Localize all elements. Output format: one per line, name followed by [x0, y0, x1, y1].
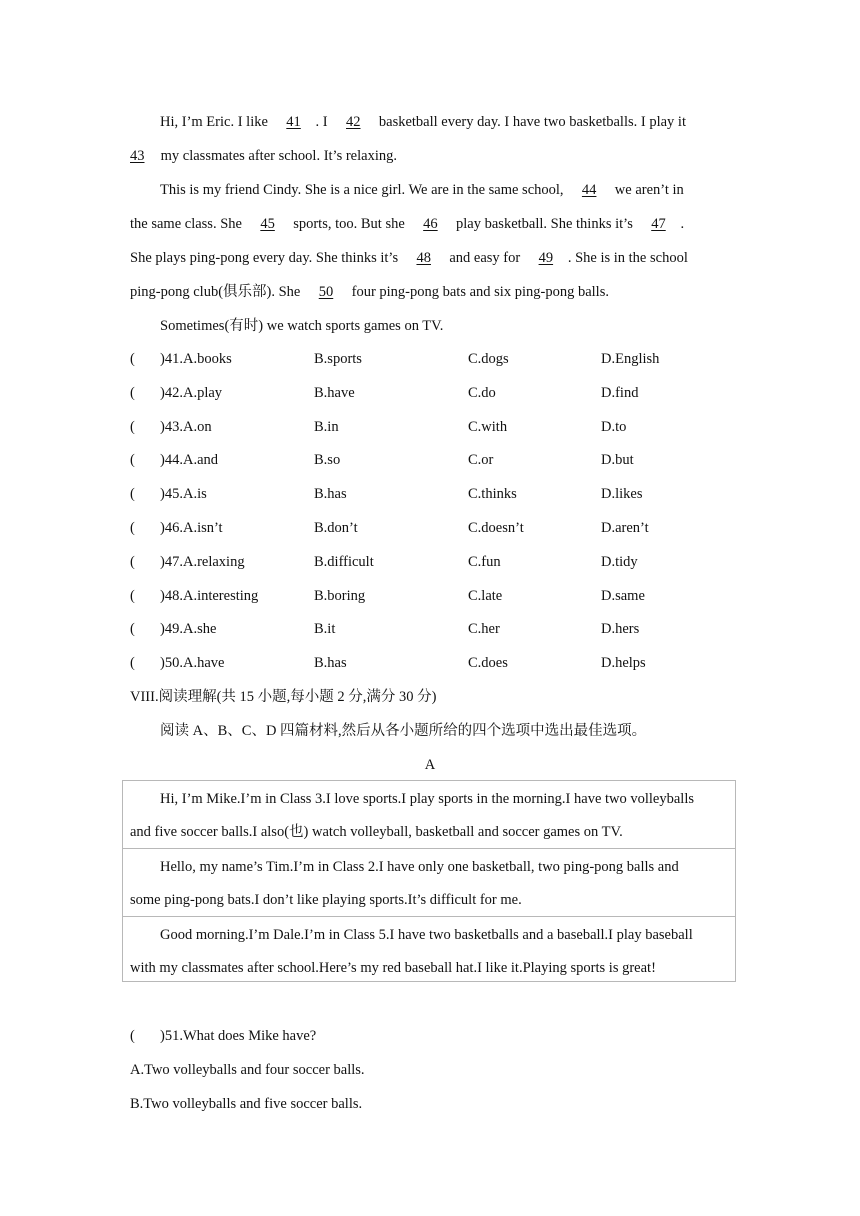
blank-47: 47 — [651, 216, 666, 232]
option-b: B.have — [314, 385, 355, 401]
option-b: B.difficult — [314, 554, 374, 570]
blank-42: 42 — [346, 114, 361, 130]
option-b: B.it — [314, 621, 336, 637]
option-51-a: A.Two volleyballs and four soccer balls. — [130, 1062, 365, 1078]
option-a: )47.A.relaxing — [160, 554, 245, 570]
section-instruction: 阅读 A、B、C、D 四篇材料,然后从各小题所给的四个选项中选出最佳选项。 — [160, 723, 647, 739]
blank-41: 41 — [286, 114, 301, 130]
answer-paren: ( — [130, 554, 135, 570]
option-a: )42.A.play — [160, 385, 223, 401]
cloze-line: 43 my classmates after school. It’s relaxing. — [130, 148, 397, 164]
option-b: B.sports — [314, 351, 362, 367]
option-a: )44.A.and — [160, 452, 219, 468]
option-c: C.dogs — [468, 351, 509, 367]
option-d: D.to — [601, 419, 627, 435]
option-c: C.or — [468, 452, 494, 468]
cloze-line: Hi, I’m Eric. I like 41 . I 42 basketball every day. I have two basketballs. I play it — [160, 114, 686, 130]
option-d: D.hers — [601, 621, 640, 637]
option-d: D.likes — [601, 486, 643, 502]
option-51-b: B.Two volleyballs and five soccer balls. — [130, 1096, 363, 1112]
option-b: B.in — [314, 419, 339, 435]
cloze-line: She plays ping-pong every day. She thinks it’s 48 and easy for 49 . She is in the school — [130, 250, 688, 266]
answer-paren: ( — [130, 655, 135, 671]
answer-paren: ( — [130, 351, 135, 367]
blank-50: 50 — [318, 284, 334, 300]
option-a: )45.A.is — [160, 486, 207, 502]
option-a: )43.A.on — [160, 419, 212, 435]
option-c: C.fun — [468, 554, 501, 570]
passage-a-table — [122, 780, 736, 982]
blank-43: 43 — [130, 148, 145, 164]
option-b: B.has — [314, 486, 347, 502]
passage-row-mike: Hi, I’m Mike.I’m in Class 3.I love sports.I play sports in the morning.I have two volleyballs and five soccer balls.I also(也) watch volleyball, basketball and soccer games on TV. — [123, 781, 735, 849]
option-d: D.tidy — [601, 554, 638, 570]
option-d: D.English — [601, 351, 660, 367]
answer-paren: ( — [130, 486, 135, 502]
cloze-line: Sometimes(有时) we watch sports games on TV. — [160, 318, 444, 334]
option-d: D.but — [601, 452, 634, 468]
answer-paren: ( — [130, 621, 135, 637]
blank-44: 44 — [581, 182, 597, 198]
option-c: C.thinks — [468, 486, 517, 502]
passage-row-dale: Good morning.I’m Dale.I’m in Class 5.I have two basketballs and a baseball.I play baseball with my classmates after school.Here’s my red baseball hat.I like it.Playing sports is great! — [130, 927, 693, 976]
cloze-line: This is my friend Cindy. She is a nice girl. We are in the same school, 44 we aren’t in — [160, 182, 684, 198]
answer-paren: ( — [130, 520, 135, 536]
section-title: VIII.阅读理解(共 15 小题,每小题 2 分,满分 30 分) — [130, 689, 437, 705]
option-d: D.find — [601, 385, 639, 401]
option-b: B.so — [314, 452, 341, 468]
option-d: D.same — [601, 588, 645, 604]
question-51: )51.What does Mike have? — [160, 1028, 317, 1044]
option-a: )50.A.have — [160, 655, 225, 671]
option-a: )48.A.interesting — [160, 588, 259, 604]
answer-paren: ( — [130, 419, 135, 435]
answer-paren: ( — [130, 588, 135, 604]
option-d: D.helps — [601, 655, 646, 671]
answer-paren: ( — [130, 385, 135, 401]
option-b: B.has — [314, 655, 347, 671]
blank-45: 45 — [260, 216, 275, 232]
blank-48: 48 — [416, 250, 431, 266]
option-a: )41.A.books — [160, 351, 232, 367]
option-c: C.her — [468, 621, 500, 637]
passage-row-tim: Hello, my name’s Tim.I’m in Class 2.I have only one basketball, two ping-pong balls and some ping-pong bats.I don’t like playing sports.It’s difficult for me. — [123, 849, 735, 917]
cloze-line: the same class. She 45 sports, too. But she 46 play basketball. She thinks it’s 47 . — [130, 216, 685, 232]
option-d: D.aren’t — [601, 520, 649, 536]
answer-paren-open: ( — [130, 1028, 135, 1044]
blank-46: 46 — [423, 216, 438, 232]
option-c: C.with — [468, 419, 508, 435]
option-c: C.do — [468, 385, 496, 401]
option-a: )46.A.isn’t — [160, 520, 223, 536]
option-a: )49.A.she — [160, 621, 217, 637]
option-c: C.late — [468, 588, 503, 604]
option-c: C.doesn’t — [468, 520, 524, 536]
option-c: C.does — [468, 655, 508, 671]
answer-paren: ( — [130, 452, 135, 468]
option-b: B.boring — [314, 588, 366, 604]
blank-49: 49 — [538, 250, 554, 266]
passage-label: A — [424, 757, 436, 773]
option-b: B.don’t — [314, 520, 358, 536]
cloze-line: ping-pong club(俱乐部). She 50 four ping-pong bats and six ping-pong balls. — [130, 284, 609, 300]
